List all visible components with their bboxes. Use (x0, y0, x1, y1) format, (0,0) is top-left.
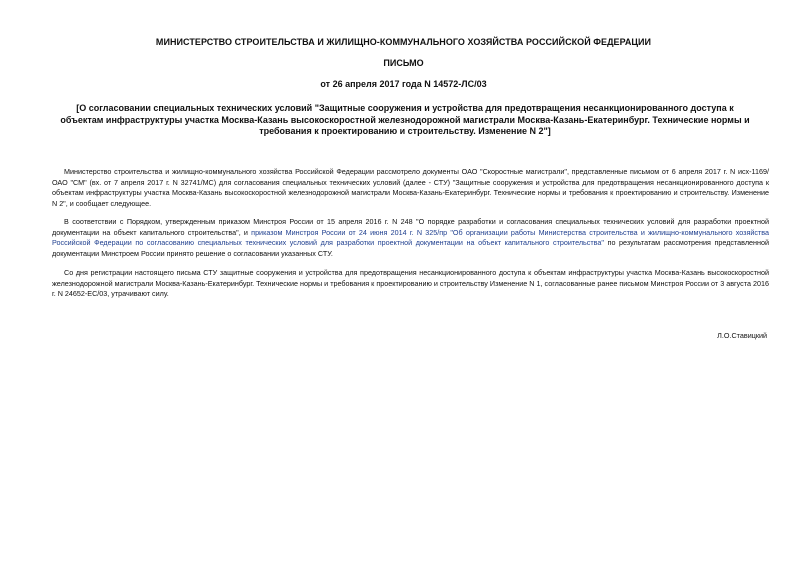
paragraph-2 (52, 217, 769, 259)
signature: Л.О.Ставицкий (717, 331, 767, 340)
paragraph-2-text-start: В соответствии с Порядком, утвержденным приказом Минстроя России от 15 апреля 2016 г. N 248 "О порядке разработки и согласования специальных технических условий для разработки проектной документации на объект капитального строительства", и (52, 217, 769, 237)
document-date-number: от 26 апреля 2017 года N 14572-ЛС/03 (320, 79, 487, 89)
paragraph-1: Министерство строительства и жилищно-коммунального хозяйства Российской Федерации рассмотрело документы ОАО "Скоростные магистрали", представленные письмом от 6 апреля 2017 г. N исх-1169/ОАО "СМ" (вх. от 7 апреля 2017 г. N 32741/МС) для согласования специальных технических условий (далее - СТУ) "Защитные сооружения и устройства для предотвращения несанкционированного доступа к объектам инфраструктуры участка Москва-Казань высокоскоростной железнодорожной магистрали Москва-Казань-Екатеринбург. Технические нормы и требования к проектированию и строительству. Изменение N 2", и сообщает следующее. (52, 167, 769, 208)
document-type: ПИСЬМО (383, 58, 424, 68)
ministry-heading: МИНИСТЕРСТВО СТРОИТЕЛЬСТВА И ЖИЛИЩНО-КОММУНАЛЬНОГО ХОЗЯЙСТВА РОССИЙСКОЙ ФЕДЕРАЦИИ (155, 37, 652, 47)
paragraph-3: Со дня регистрации настоящего письма СТУ защитные сооружения и устройства для предотвращения несанкционированного доступа к объектам инфраструктуры участка Москва-Казань высокоскоростной железнодорожной магистрали Москва-Казань-Екатеринбург. Технические нормы и требования к проектированию и строительству Изменение N 1, согласованные ранее письмом Минстроя России от 3 августа 2016 г. N 24652-ЕС/03, утрачивают силу. (52, 268, 769, 298)
document-subject: [О согласовании специальных технических условий "Защитные сооружения и устройства для предотвращения несанкционированного доступа к объектам инфраструктуры участка Москва-Казань высокоскоростной железнодорожной магистрали Москва-Казань-Екатеринбург. Технические нормы и требования к проектированию и строительству. Изменение N 2"] (60, 103, 750, 136)
paragraph-2-text-end: по результатам рассмотрения представленной документации Минстроем России принято решение о согласовании указанных СТУ. (52, 238, 769, 258)
order-325-link[interactable]: приказом Минстроя России от 24 июня 2014 г. N 325/пр "Об организации работы Министерства строительства и жилищно-коммунального хозяйства Российской Федерации по согласованию специальных технических условий для разработки проектной документации на объект капитального строительства" (52, 227, 769, 247)
